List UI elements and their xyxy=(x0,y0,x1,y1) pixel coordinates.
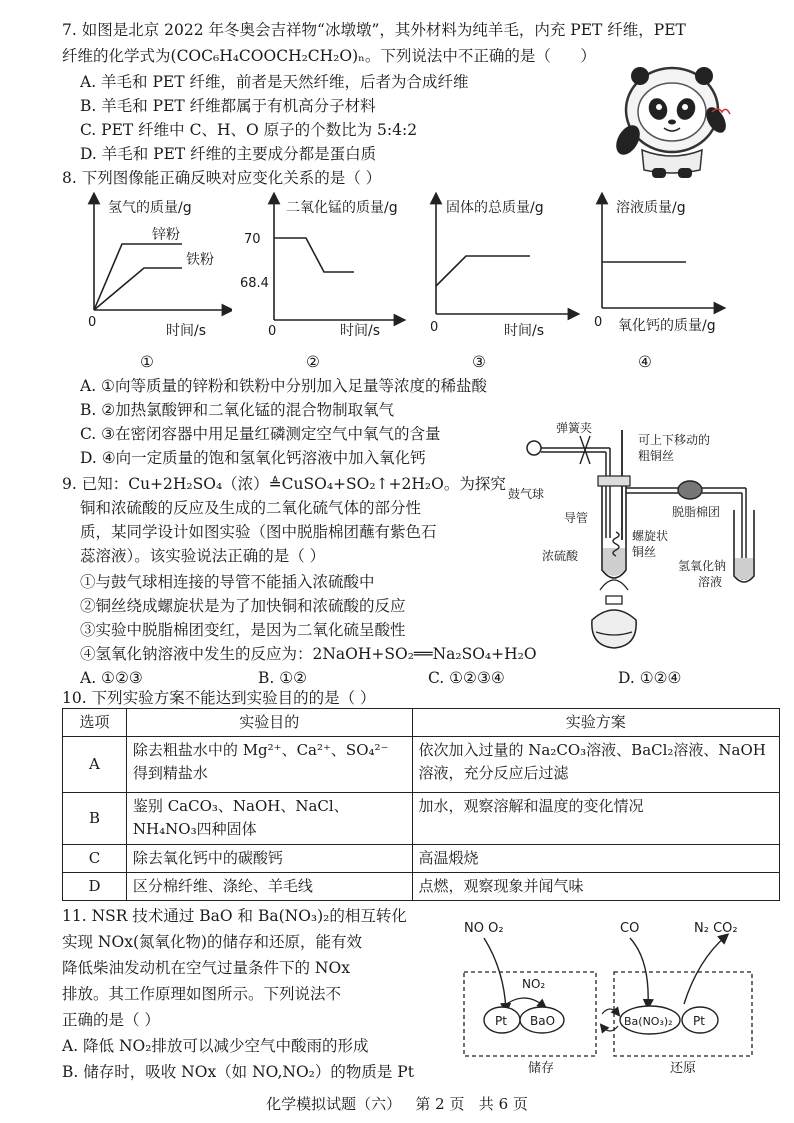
q9-option-a: A. ①②③ xyxy=(80,669,143,687)
q7-stem-line1: 7. 如图是北京 2022 年冬奥会吉祥物“冰墩墩”，其外材料为纯羊毛，内充 PET 纤维，PET xyxy=(62,21,686,39)
q11-option-a: A. 降低 NO₂排放可以减少空气中酸雨的形成 xyxy=(62,1037,369,1055)
graph-2-xlabel: 时间/s xyxy=(340,323,381,339)
apparatus-diagram xyxy=(502,420,772,660)
label-spiral: 螺旋状 xyxy=(632,529,669,543)
graph-2-ylabel: 二氧化锰的质量/g xyxy=(286,200,398,216)
q9-option-d: D. ①②④ xyxy=(618,669,682,687)
label-naoh: 氢氧化钠 xyxy=(678,559,727,573)
nsr-diagram xyxy=(444,910,774,1082)
graph-4-origin: 0 xyxy=(594,315,603,330)
nsr-input-gases: NO O₂ xyxy=(464,921,504,936)
q7-stem-pre: 纤维的化学式为 xyxy=(62,47,171,65)
graph-3-number: ③ xyxy=(472,353,486,371)
graph-3-origin: 0 xyxy=(430,320,439,335)
graph-3-ylabel: 固体的总质量/g xyxy=(446,200,544,216)
table-row xyxy=(63,845,780,873)
graph-1-series-iron: 铁粉 xyxy=(186,252,214,268)
graph-4-ylabel: 溶液质量/g xyxy=(616,200,686,216)
q9-statement-3: ③实验中脱脂棉团变红，是因为二氧化硫呈酸性 xyxy=(80,621,406,639)
q7-option-a: A. 羊毛和 PET 纤维，前者是天然纤维，后者为合成纤维 xyxy=(80,73,469,91)
nsr-pt-right: Pt xyxy=(693,1014,705,1028)
table-row xyxy=(63,793,780,845)
q9-statement-1: ①与鼓气球相连接的导管不能插入浓硫酸中 xyxy=(80,573,375,591)
q11-line-1: 11. NSR 技术通过 BaO 和 Ba(NO₃)₂的相互转化 xyxy=(62,907,407,925)
header-purpose: 实验目的 xyxy=(126,709,412,737)
graph-1-xlabel: 时间/s xyxy=(166,323,207,339)
table-header-row xyxy=(63,709,780,737)
q8-option-a: A. ①向等质量的锌粉和铁粉中分别加入足量等浓度的稀盐酸 xyxy=(80,377,487,395)
row-a-option: A xyxy=(63,737,127,793)
row-b-option: B xyxy=(63,793,127,845)
q8-option-b: B. ②加热氯酸钾和二氧化锰的混合物制取氧气 xyxy=(80,401,395,419)
graph-2-origin: 0 xyxy=(268,324,277,339)
nsr-bao: BaO xyxy=(530,1014,556,1028)
graph-1-ylabel: 氢气的质量/g xyxy=(108,200,192,216)
pet-formula: (COC₆H₄COOCH₂CH₂O)ₙ xyxy=(170,47,365,65)
q7-option-b: B. 羊毛和 PET 纤维都属于有机高分子材料 xyxy=(80,97,376,115)
q11-line-2: 实现 NOx(氮氧化物)的储存和还原，能有效 xyxy=(62,933,363,951)
row-c-plan: 高温煅烧 xyxy=(412,845,779,873)
nsr-banox: Ba(NO₃)₂ xyxy=(624,1015,673,1028)
table-row xyxy=(63,737,780,793)
q11-line-3: 降低柴油发动机在空气过量条件下的 NOx xyxy=(62,959,350,977)
nsr-output-gases: N₂ CO₂ xyxy=(694,921,738,936)
row-c-option: C xyxy=(63,845,127,873)
label-wire-2: 粗铜丝 xyxy=(638,449,675,463)
header-plan: 实验方案 xyxy=(412,709,779,737)
q8-option-c: C. ③在密闭容器中用足量红磷测定空气中氧气的含量 xyxy=(80,425,441,443)
graph-1-number: ① xyxy=(140,353,154,371)
table-row xyxy=(63,873,780,901)
label-bulb: 鼓气球 xyxy=(508,487,545,501)
q9-statement-4: ④氢氧化钠溶液中发生的反应为：2NaOH+SO₂══Na₂SO₄+H₂O xyxy=(80,645,537,663)
q11-option-b: B. 储存时，吸收 NOx（如 NO,NO₂）的物质是 Pt xyxy=(62,1063,414,1081)
label-acid: 浓硫酸 xyxy=(542,549,579,563)
label-spiral-2: 铜丝 xyxy=(632,545,657,559)
q8-option-d: D. ④向一定质量的饱和氢氧化钙溶液中加入氧化钙 xyxy=(80,449,426,467)
label-naoh-2: 溶液 xyxy=(698,575,723,589)
graph-1 xyxy=(82,192,232,342)
label-wire: 可上下移动的 xyxy=(638,433,711,447)
q7-option-d: D. 羊毛和 PET 纤维的主要成分都是蛋白质 xyxy=(80,145,377,163)
row-b-purpose: 鉴别 CaCO₃、NaOH、NaCl、NH₄NO₃四种固体 xyxy=(126,793,412,845)
q7-stem-post: 。下列说法中不正确的是（ ） xyxy=(364,47,596,65)
nsr-store-label: 储存 xyxy=(528,1061,555,1076)
mascot-illustration xyxy=(602,62,742,180)
graph-4-xlabel: 氧化钙的质量/g xyxy=(618,318,716,334)
q9-stem-line3: 质，某同学设计如图实验（图中脱脂棉团蘸有紫色石 xyxy=(80,523,437,541)
page-footer: 化学模拟试题（六） 第 2 页 共 6 页 xyxy=(266,1095,528,1113)
label-clamp: 弹簧夹 xyxy=(556,421,593,435)
row-d-plan: 点燃，观察现象并闻气味 xyxy=(412,873,779,901)
row-b-plan: 加水，观察溶解和温度的变化情况 xyxy=(412,793,779,845)
graph-3 xyxy=(424,192,584,342)
graph-2-ytick-68: 68.4 xyxy=(240,276,269,291)
nsr-reduce-label: 还原 xyxy=(670,1061,697,1076)
q7-option-c: C. PET 纤维中 C、H、O 原子的个数比为 5:4:2 xyxy=(80,121,418,139)
graph-3-xlabel: 时间/s xyxy=(504,323,545,339)
label-tube: 导管 xyxy=(564,511,589,525)
q9-statement-2: ②铜丝绕成螺旋状是为了加快铜和浓硫酸的反应 xyxy=(80,597,406,615)
q11-line-5: 正确的是（ ） xyxy=(62,1011,160,1029)
graph-1-origin: 0 xyxy=(88,315,97,330)
q8-stem: 8. 下列图像能正确反映对应变化关系的是（ ） xyxy=(62,169,382,187)
graph-2 xyxy=(240,192,410,342)
q9-option-b: B. ①② xyxy=(258,669,308,687)
q10-stem: 10. 下列实验方案不能达到实验目的的是（ ） xyxy=(62,689,376,707)
nsr-co: CO xyxy=(620,921,640,936)
graph-1-series-zinc: 锌粉 xyxy=(152,227,180,243)
experiment-table xyxy=(62,708,780,901)
graph-4 xyxy=(588,192,758,342)
nsr-no2: NO₂ xyxy=(522,977,546,991)
nsr-pt-left: Pt xyxy=(495,1014,507,1028)
graph-4-number: ④ xyxy=(638,353,652,371)
q9-stem-line2: 铜和浓硫酸的反应及生成的二氧化硫气体的部分性 xyxy=(80,499,422,517)
row-d-option: D xyxy=(63,873,127,901)
q11-line-4: 排放。其工作原理如图所示。下列说法不 xyxy=(62,985,342,1003)
label-cotton: 脱脂棉团 xyxy=(672,505,721,519)
graph-2-ytick-70: 70 xyxy=(244,232,261,247)
row-a-plan: 依次加入过量的 Na₂CO₃溶液、BaCl₂溶液、NaOH 溶液，充分反应后过滤 xyxy=(412,737,779,793)
row-a-purpose: 除去粗盐水中的 Mg²⁺、Ca²⁺、SO₄²⁻ 得到精盐水 xyxy=(126,737,412,793)
q9-option-c: C. ①②③④ xyxy=(428,669,505,687)
row-c-purpose: 除去氧化钙中的碳酸钙 xyxy=(126,845,412,873)
q7-stem-line2 xyxy=(62,44,596,69)
row-d-purpose: 区分棉纤维、涤纶、羊毛线 xyxy=(126,873,412,901)
q9-stem-line1: 9. 已知：Cu+2H₂SO₄（浓）≜CuSO₄+SO₂↑+2H₂O。为探究 xyxy=(62,475,506,493)
graph-2-number: ② xyxy=(306,353,320,371)
q9-stem-line4: 蕊溶液）。该实验说法正确的是（ ） xyxy=(80,547,326,565)
header-option: 选项 xyxy=(63,709,127,737)
